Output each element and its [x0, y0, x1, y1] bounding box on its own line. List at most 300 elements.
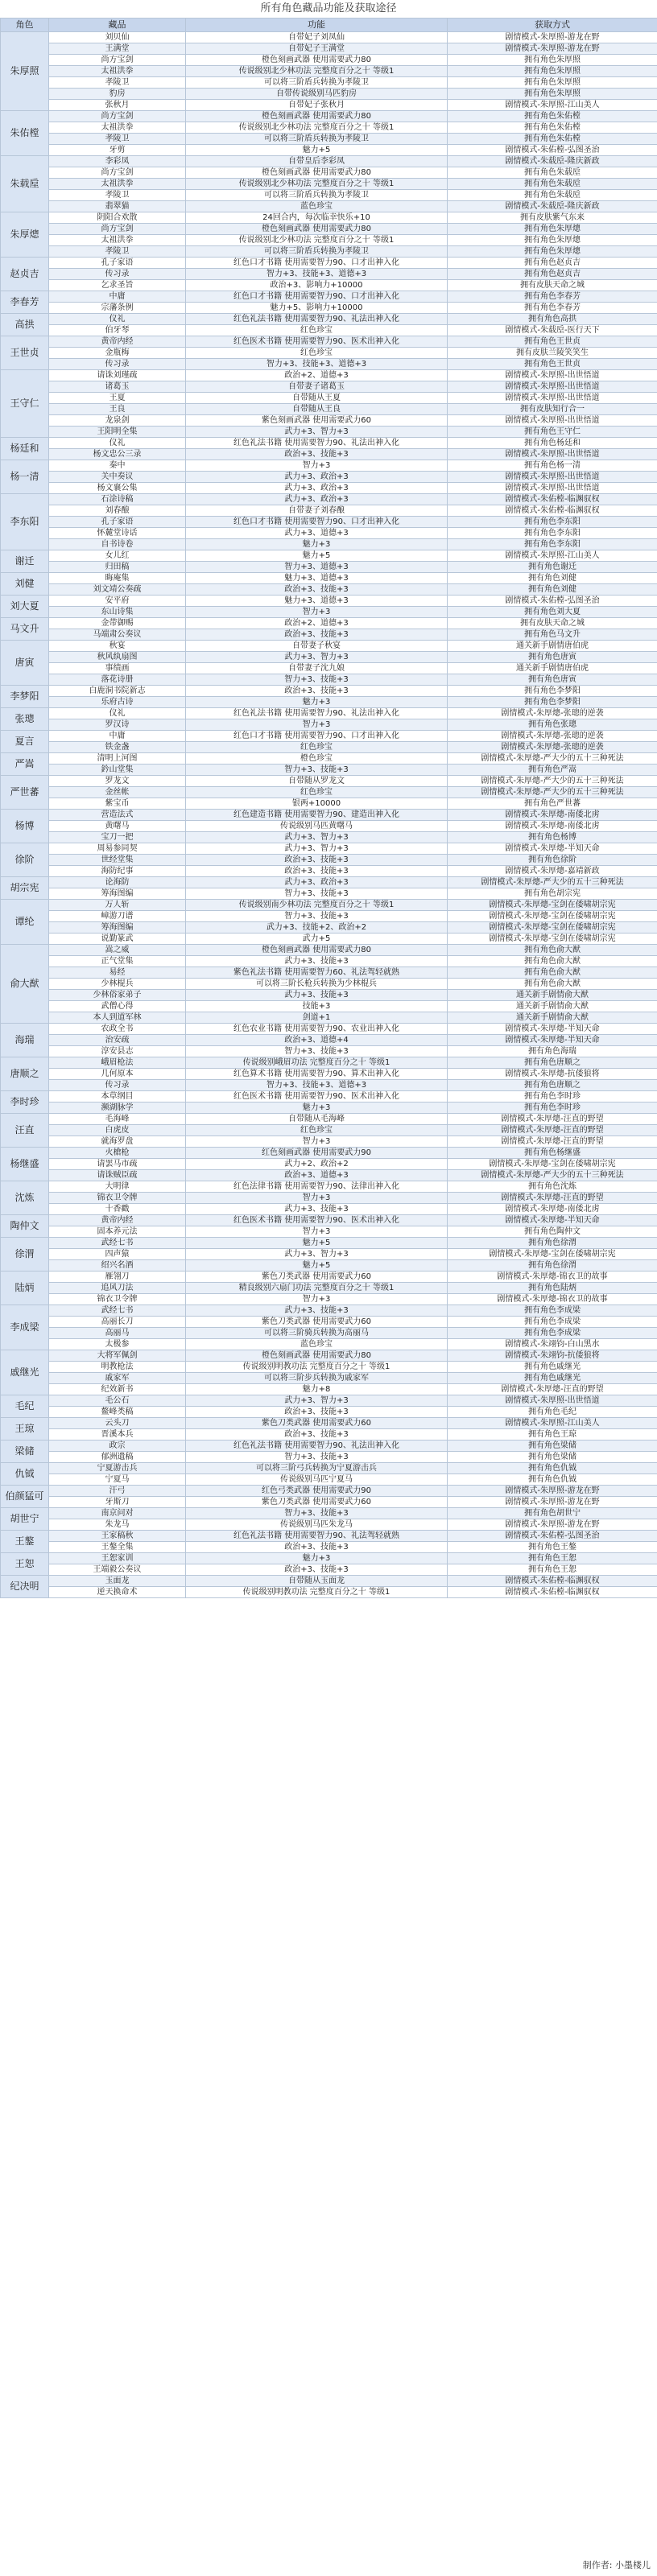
source-cell: 拥有角色徐渭: [448, 1238, 657, 1249]
function-cell: 红色珍宝: [186, 742, 448, 753]
table-row: [1, 246, 657, 258]
item-cell: 王端毅公奏议: [49, 1564, 186, 1576]
table-row: [1, 348, 657, 359]
source-cell: 剧情模式-朱厚照-游龙在野: [448, 1486, 657, 1497]
function-cell: 政治+3、技能+3: [186, 1564, 448, 1576]
function-cell: 智力+3、技能+3: [186, 888, 448, 900]
item-cell: 逆天换命术: [49, 1587, 186, 1598]
source-cell: 剧情模式-朱佑樘-临渊驭权: [448, 505, 657, 517]
table-row: [1, 381, 657, 393]
item-cell: 戚家军: [49, 1373, 186, 1384]
function-cell: 红色珍宝: [186, 325, 448, 336]
table-row: [1, 855, 657, 866]
role-cell: 唐寅: [1, 641, 49, 686]
item-cell: 几何原本: [49, 1069, 186, 1080]
item-cell: 黄曙马: [49, 821, 186, 832]
source-cell: 剧情模式-朱厚熜-汪直的野望: [448, 1193, 657, 1204]
source-cell: 拥有角色杨廷和: [448, 438, 657, 449]
table-row: [1, 89, 657, 100]
item-cell: 万人斩: [49, 900, 186, 911]
function-cell: 橙色刻画武器 使用需要武力80: [186, 167, 448, 179]
source-cell: 拥有角色杨博: [448, 832, 657, 843]
item-cell: 牙剪: [49, 145, 186, 156]
table-row: [1, 1103, 657, 1114]
table-row: [1, 584, 657, 596]
item-cell: 宁夏游击兵: [49, 1463, 186, 1474]
function-cell: 魅力+5: [186, 550, 448, 562]
table-row: [1, 798, 657, 810]
table-row: [1, 1125, 657, 1136]
source-cell: 拥有角色李时珍: [448, 1091, 657, 1103]
function-cell: 橙色刻画武器 使用需要武力80: [186, 55, 448, 66]
table-row: [1, 1553, 657, 1564]
source-cell: 拥有角色仇钺: [448, 1463, 657, 1474]
source-cell: 拥有角色朱厚照: [448, 66, 657, 77]
source-cell: 拥有角色海瑞: [448, 1046, 657, 1057]
table-row: [1, 1170, 657, 1181]
table-row: [1, 1215, 657, 1226]
source-cell: 拥有角色李梦阳: [448, 697, 657, 708]
table-row: [1, 404, 657, 415]
source-cell: 剧情模式-朱载垕-隆庆新政: [448, 201, 657, 212]
table-row: [1, 1587, 657, 1598]
function-cell: 武力+3、智力+3: [186, 1249, 448, 1260]
table-row: [1, 652, 657, 663]
source-cell: 剧情模式-朱厚照-出世悟道: [448, 472, 657, 483]
function-cell: 自带随从罗龙文: [186, 776, 448, 787]
item-cell: 周易参同契: [49, 843, 186, 855]
table-row: [1, 235, 657, 246]
item-cell: 少林棍兵: [49, 979, 186, 990]
function-cell: 武力+2、政治+2: [186, 1159, 448, 1170]
table-row: [1, 66, 657, 77]
source-cell: 剧情模式-朱厚照-游龙在野: [448, 43, 657, 55]
function-cell: 智力+3、技能+3、道德+3: [186, 1080, 448, 1091]
item-cell: 仪礼: [49, 438, 186, 449]
source-cell: 剧情模式-朱载垕-医行天下: [448, 325, 657, 336]
source-cell: 拥有角色朱厚熜: [448, 235, 657, 246]
item-cell: 锦衣卫令牌: [49, 1294, 186, 1305]
source-cell: 拥有皮肤知行合一: [448, 404, 657, 415]
role-cell: 李春芳: [1, 291, 49, 314]
table-row: [1, 866, 657, 877]
source-cell: 剧情模式-朱厚照-游龙在野: [448, 32, 657, 43]
item-cell: 正气堂集: [49, 956, 186, 967]
source-cell: 拥有角色杨一清: [448, 460, 657, 472]
table-row: [1, 32, 657, 43]
source-cell: 拥有角色唐寅: [448, 652, 657, 663]
table-row: [1, 934, 657, 945]
source-cell: 拥有角色俞大猷: [448, 945, 657, 956]
item-cell: 玉面龙: [49, 1576, 186, 1587]
source-cell: 拥有角色王世贞: [448, 336, 657, 348]
role-cell: 徐阶: [1, 843, 49, 877]
role-cell: 朱佑樘: [1, 111, 49, 156]
source-cell: 拥有角色高拱: [448, 314, 657, 325]
source-cell: 拥有角色张璁: [448, 719, 657, 731]
item-cell: 火槍枪: [49, 1148, 186, 1159]
table-row: [1, 427, 657, 438]
source-cell: 拥有角色梁储: [448, 1452, 657, 1463]
function-cell: 自带皇后李彩凤: [186, 156, 448, 167]
item-cell: 峨眉枪法: [49, 1057, 186, 1069]
function-cell: 橙色刻画武器 使用需要武力80: [186, 1350, 448, 1362]
item-cell: 仪礼: [49, 314, 186, 325]
role-cell: 胡宗宪: [1, 877, 49, 900]
item-cell: 落花诗册: [49, 674, 186, 686]
role-cell: 毛纪: [1, 1395, 49, 1418]
item-cell: 女儿红: [49, 550, 186, 562]
function-cell: 自带妃子张秋月: [186, 100, 448, 111]
source-cell: 剧情模式-朱厚照-出世悟道: [448, 483, 657, 494]
item-cell: 秋风纨扇图: [49, 652, 186, 663]
item-cell: 嵩之威: [49, 945, 186, 956]
source-cell: 拥有角色李成梁: [448, 1317, 657, 1328]
table-row: [1, 821, 657, 832]
function-cell: 红色珍宝: [186, 787, 448, 798]
item-cell: 刘文靖公奏疏: [49, 584, 186, 596]
table-row: [1, 1519, 657, 1531]
source-cell: 剧情模式-朱厚熜-半知天命: [448, 1035, 657, 1046]
function-cell: 红色医术书籍 使用需要智力90、医术出神入化: [186, 1091, 448, 1103]
source-cell: 通关新手剧情俞大猷: [448, 1012, 657, 1024]
table-row: [1, 900, 657, 911]
table-row: [1, 1452, 657, 1463]
table-row: [1, 979, 657, 990]
item-cell: 明教枪法: [49, 1362, 186, 1373]
source-cell: 剧情模式-朱厚熜-张璁的逆袭: [448, 742, 657, 753]
source-cell: 通关新手剧情唐伯虎: [448, 663, 657, 674]
source-cell: 通关新手剧情唐伯虎: [448, 641, 657, 652]
item-cell: 孝陵卫: [49, 134, 186, 145]
source-cell: 剧情模式-朱厚熜-半知天命: [448, 1215, 657, 1226]
table-row: [1, 1001, 657, 1012]
source-cell: 拥有角色王世贞: [448, 359, 657, 370]
function-cell: 智力+3: [186, 1226, 448, 1238]
source-cell: 拥有角色李成梁: [448, 1328, 657, 1339]
table-row: [1, 1542, 657, 1553]
item-cell: 纪效新书: [49, 1384, 186, 1395]
role-cell: 王鏊: [1, 1531, 49, 1553]
item-cell: 大将军佩剑: [49, 1350, 186, 1362]
source-cell: 剧情模式-朱厚熜-张璁的逆袭: [448, 731, 657, 742]
function-cell: 紫色刀类武器 使用需要武力60: [186, 1497, 448, 1508]
item-cell: 朱龙马: [49, 1519, 186, 1531]
item-cell: 雁翎刀: [49, 1272, 186, 1283]
source-cell: 剧情模式-朱厚熜-严大少的五十三种死法: [448, 753, 657, 765]
function-cell: 魅力+3: [186, 1103, 448, 1114]
item-cell: 郁洲遗稿: [49, 1452, 186, 1463]
source-cell: 拥有角色朱载垕: [448, 167, 657, 179]
table-row: [1, 359, 657, 370]
item-cell: 毛公石: [49, 1395, 186, 1407]
table-row: [1, 1564, 657, 1576]
function-cell: 武力+3、技能+3: [186, 1305, 448, 1317]
table-row: [1, 539, 657, 550]
function-cell: 武力+3、技能+3: [186, 956, 448, 967]
table-row: [1, 1418, 657, 1429]
function-cell: 传说级别北少林功法 完整度百分之十 等级1: [186, 66, 448, 77]
function-cell: 自带随从玉面龙: [186, 1576, 448, 1587]
source-cell: 拥有皮肤紫气东来: [448, 212, 657, 224]
item-cell: 请诛刘瑾疏: [49, 370, 186, 381]
role-cell: 马文升: [1, 618, 49, 641]
function-cell: 紫色刻画武器 使用需要武力60: [186, 415, 448, 427]
source-cell: 拥有角色朱载垕: [448, 179, 657, 190]
role-cell: 王琼: [1, 1418, 49, 1440]
table-row: [1, 1226, 657, 1238]
item-cell: 大明律: [49, 1181, 186, 1193]
function-cell: 红色礼法书籍 使用需要智力90、礼法出神入化: [186, 1440, 448, 1452]
source-cell: 剧情模式-朱佑樘-弘图圣治: [448, 1531, 657, 1542]
function-cell: 可以将三阶弓兵转换为宁夏游击兵: [186, 1463, 448, 1474]
source-cell: 拥有角色朱厚照: [448, 89, 657, 100]
role-cell: 夏言: [1, 731, 49, 753]
table-row: [1, 1035, 657, 1046]
item-cell: 金带御赐: [49, 618, 186, 629]
source-cell: 拥有角色俞大猷: [448, 967, 657, 979]
item-cell: 四声猿: [49, 1249, 186, 1260]
source-cell: 拥有角色朱佑樘: [448, 134, 657, 145]
table-row: [1, 438, 657, 449]
table-row: [1, 697, 657, 708]
function-cell: 武力+3、智力+3: [186, 652, 448, 663]
table-row: [1, 1091, 657, 1103]
item-cell: 营造法式: [49, 810, 186, 821]
table-row: [1, 325, 657, 336]
source-cell: 剧情模式-朱厚照-出世悟道: [448, 370, 657, 381]
function-cell: 传说级别北少林功法 完整度百分之十 等级1: [186, 235, 448, 246]
item-cell: 易经: [49, 967, 186, 979]
role-cell: 唐顺之: [1, 1057, 49, 1091]
item-cell: 紫宝币: [49, 798, 186, 810]
role-cell: 刘大夏: [1, 596, 49, 618]
source-cell: 拥有角色胡世宁: [448, 1508, 657, 1519]
function-cell: 武力+3、技能+3: [186, 1204, 448, 1215]
function-cell: 传说级别明教功法 完整度百分之十 等级1: [186, 1362, 448, 1373]
function-cell: 政治+3、技能+3: [186, 1429, 448, 1440]
role-cell: 赵贞吉: [1, 258, 49, 291]
function-cell: 政治+3、技能+3: [186, 686, 448, 697]
table-row: [1, 1159, 657, 1170]
role-cell: 朱厚照: [1, 32, 49, 111]
function-cell: 魅力+5: [186, 1238, 448, 1249]
function-cell: 传说级别南少林功法 完整度百分之十 等级1: [186, 900, 448, 911]
source-cell: 拥有角色戚继光: [448, 1373, 657, 1384]
function-cell: 智力+3: [186, 460, 448, 472]
function-cell: 红色医术书籍 使用需要智力90、医术出神入化: [186, 336, 448, 348]
item-cell: 清明上河图: [49, 753, 186, 765]
item-cell: 高丽马: [49, 1328, 186, 1339]
item-cell: 农政全书: [49, 1024, 186, 1035]
function-cell: 可以将三阶骑兵转换为高丽马: [186, 1328, 448, 1339]
item-cell: 固本养元法: [49, 1226, 186, 1238]
table-row: [1, 990, 657, 1001]
table-row: [1, 167, 657, 179]
table-row: [1, 269, 657, 280]
table-row: [1, 1508, 657, 1519]
item-cell: 铁金盏: [49, 742, 186, 753]
table-row: [1, 753, 657, 765]
source-cell: 剧情模式-朱载垕-隆庆新政: [448, 156, 657, 167]
source-cell: 拥有角色杨继盛: [448, 1148, 657, 1159]
item-cell: 鈐山堂集: [49, 765, 186, 776]
source-cell: 拥有角色朱佑樘: [448, 122, 657, 134]
role-cell: 朱厚熜: [1, 212, 49, 258]
function-cell: 精良级别六扇门功法 完整度百分之十 等级1: [186, 1283, 448, 1294]
table-row: [1, 1024, 657, 1035]
source-cell: 剧情模式-朱厚熜-宝剑在倭啸胡宗宪: [448, 900, 657, 911]
function-cell: 自带妻子秋宴: [186, 641, 448, 652]
source-cell: 拥有角色唐顺之: [448, 1057, 657, 1069]
function-cell: 武力+3、智力+3: [186, 427, 448, 438]
table-row: [1, 1463, 657, 1474]
source-cell: 剧情模式-朱厚熜-锦衣卫的故事: [448, 1294, 657, 1305]
item-cell: 安平府: [49, 596, 186, 607]
role-cell: 王恕: [1, 1553, 49, 1576]
item-cell: 请罢马市疏: [49, 1159, 186, 1170]
table-row: [1, 832, 657, 843]
function-cell: 橙色刻画武器 使用需要武力80: [186, 111, 448, 122]
function-cell: 红色建造书籍 使用需要智力90、建造出神入化: [186, 810, 448, 821]
item-cell: 太祖洪拳: [49, 235, 186, 246]
role-cell: 谭纶: [1, 900, 49, 945]
table-row: [1, 550, 657, 562]
item-cell: 本人到道军林: [49, 1012, 186, 1024]
table-row: [1, 708, 657, 719]
function-cell: 智力+3: [186, 719, 448, 731]
source-cell: 剧情模式-朱厚熜-南倭北虏: [448, 1204, 657, 1215]
source-cell: 剧情模式-朱厚熜-南倭北虏: [448, 810, 657, 821]
source-cell: 拥有角色朱厚熜: [448, 246, 657, 258]
item-cell: 秦中: [49, 460, 186, 472]
table-row: [1, 1497, 657, 1508]
function-cell: 紫色刀类武器 使用需要武力60: [186, 1317, 448, 1328]
source-cell: 剧情模式-朱厚照-出世悟道: [448, 1395, 657, 1407]
item-cell: 仪礼: [49, 708, 186, 719]
function-cell: 红色医术书籍 使用需要智力90、医术出神入化: [186, 1215, 448, 1226]
function-cell: 自带妻子刘春酿: [186, 505, 448, 517]
function-cell: 自带妃子刘凤仙: [186, 32, 448, 43]
source-cell: 剧情模式-朱厚熜-抗倭狼将: [448, 1069, 657, 1080]
item-cell: 尚方宝剑: [49, 55, 186, 66]
source-cell: 拥有角色李春芳: [448, 303, 657, 314]
item-cell: 孔子家语: [49, 258, 186, 269]
table-row: [1, 55, 657, 66]
table-row: [1, 573, 657, 584]
function-cell: 24回合内，每次临幸快乐+10: [186, 212, 448, 224]
item-cell: 传习录: [49, 269, 186, 280]
item-cell: 孝陵卫: [49, 246, 186, 258]
table-row: [1, 911, 657, 922]
source-cell: 剧情模式-朱厚照-出世悟道: [448, 449, 657, 460]
item-cell: 晋溪本兵: [49, 1429, 186, 1440]
table-row: [1, 1283, 657, 1294]
role-cell: 刘健: [1, 573, 49, 596]
source-cell: 拥有角色李春芳: [448, 291, 657, 303]
source-cell: 拥有角色朱佑樘: [448, 111, 657, 122]
function-cell: 魅力+8: [186, 1384, 448, 1395]
header-function: 功能: [186, 19, 448, 32]
item-cell: 筹海图编: [49, 922, 186, 934]
function-cell: 红色礼法书籍 使用需要智力90、礼法出神入化: [186, 314, 448, 325]
item-cell: 龙泉剑: [49, 415, 186, 427]
table-row: [1, 77, 657, 89]
function-cell: 魅力+3、道德+3: [186, 573, 448, 584]
source-cell: 剧情模式-朱厚照-出世悟道: [448, 415, 657, 427]
source-cell: 拥有角色朱厚熜: [448, 224, 657, 235]
table-row: [1, 765, 657, 776]
source-cell: 剧情模式-朱厚熜-严大少的五十三种死法: [448, 877, 657, 888]
item-cell: 云头刀: [49, 1418, 186, 1429]
function-cell: 智力+3: [186, 1193, 448, 1204]
table-row: [1, 1249, 657, 1260]
source-cell: 剧情模式-朱厚照-江山美人: [448, 100, 657, 111]
item-cell: 秋宴: [49, 641, 186, 652]
item-cell: 少林俗家弟子: [49, 990, 186, 1001]
item-cell: 毛海峰: [49, 1114, 186, 1125]
function-cell: 红色礼法书籍 使用需要智力90、礼法出神入化: [186, 708, 448, 719]
header-source: 获取方式: [448, 19, 657, 32]
role-cell: 杨博: [1, 810, 49, 843]
role-cell: 海瑞: [1, 1024, 49, 1057]
role-cell: 纪决明: [1, 1576, 49, 1598]
role-cell: 徐渭: [1, 1238, 49, 1272]
role-cell: 汪直: [1, 1114, 49, 1148]
table-row: [1, 1350, 657, 1362]
source-cell: 拥有角色戚继光: [448, 1362, 657, 1373]
table-row: [1, 258, 657, 269]
item-cell: 豹房: [49, 89, 186, 100]
sheet-title: 所有角色藏品功能及获取途径: [260, 2, 397, 14]
source-cell: 拥有皮肤兰陵笑笑生: [448, 348, 657, 359]
source-cell: 剧情模式-朱厚熜-严大少的五十三种死法: [448, 1170, 657, 1181]
table-row: [1, 1407, 657, 1418]
role-cell: 仇钺: [1, 1463, 49, 1486]
table-row: [1, 1362, 657, 1373]
table-row: [1, 1339, 657, 1350]
role-cell: 陶仲文: [1, 1215, 49, 1238]
item-cell: 中庸: [49, 291, 186, 303]
role-cell: 严世蕃: [1, 776, 49, 810]
source-cell: 剧情模式-朱厚熜-半知天命: [448, 843, 657, 855]
table-row: [1, 517, 657, 528]
function-cell: 红色珍宝: [186, 1125, 448, 1136]
function-cell: 传说级别北少林功法 完整度百分之十 等级1: [186, 122, 448, 134]
table-row: [1, 483, 657, 494]
function-cell: 传说级别马匹黄曙马: [186, 821, 448, 832]
role-cell: 沈炼: [1, 1181, 49, 1215]
item-cell: 自书诗卷: [49, 539, 186, 550]
item-cell: 张秋月: [49, 100, 186, 111]
source-cell: 拥有角色朱厚照: [448, 77, 657, 89]
source-cell: 拥有角色李东阳: [448, 539, 657, 550]
function-cell: 红色刻画武器 使用需要武力90: [186, 1148, 448, 1159]
function-cell: 政治+3、技能+3: [186, 629, 448, 641]
source-cell: 剧情模式-朱佑樘-弘图圣治: [448, 145, 657, 156]
function-cell: 智力+3: [186, 1294, 448, 1305]
item-cell: 乞求圣旨: [49, 280, 186, 291]
function-cell: 可以将三阶步兵转换为戚家军: [186, 1373, 448, 1384]
table-row: [1, 967, 657, 979]
function-cell: 自带妻子诸葛玉: [186, 381, 448, 393]
source-cell: 拥有角色刘健: [448, 573, 657, 584]
table-row: [1, 629, 657, 641]
table-row: [1, 134, 657, 145]
table-row: [1, 336, 657, 348]
source-cell: 剧情模式-朱佑樘-临渊驭权: [448, 494, 657, 505]
table-row: [1, 1384, 657, 1395]
